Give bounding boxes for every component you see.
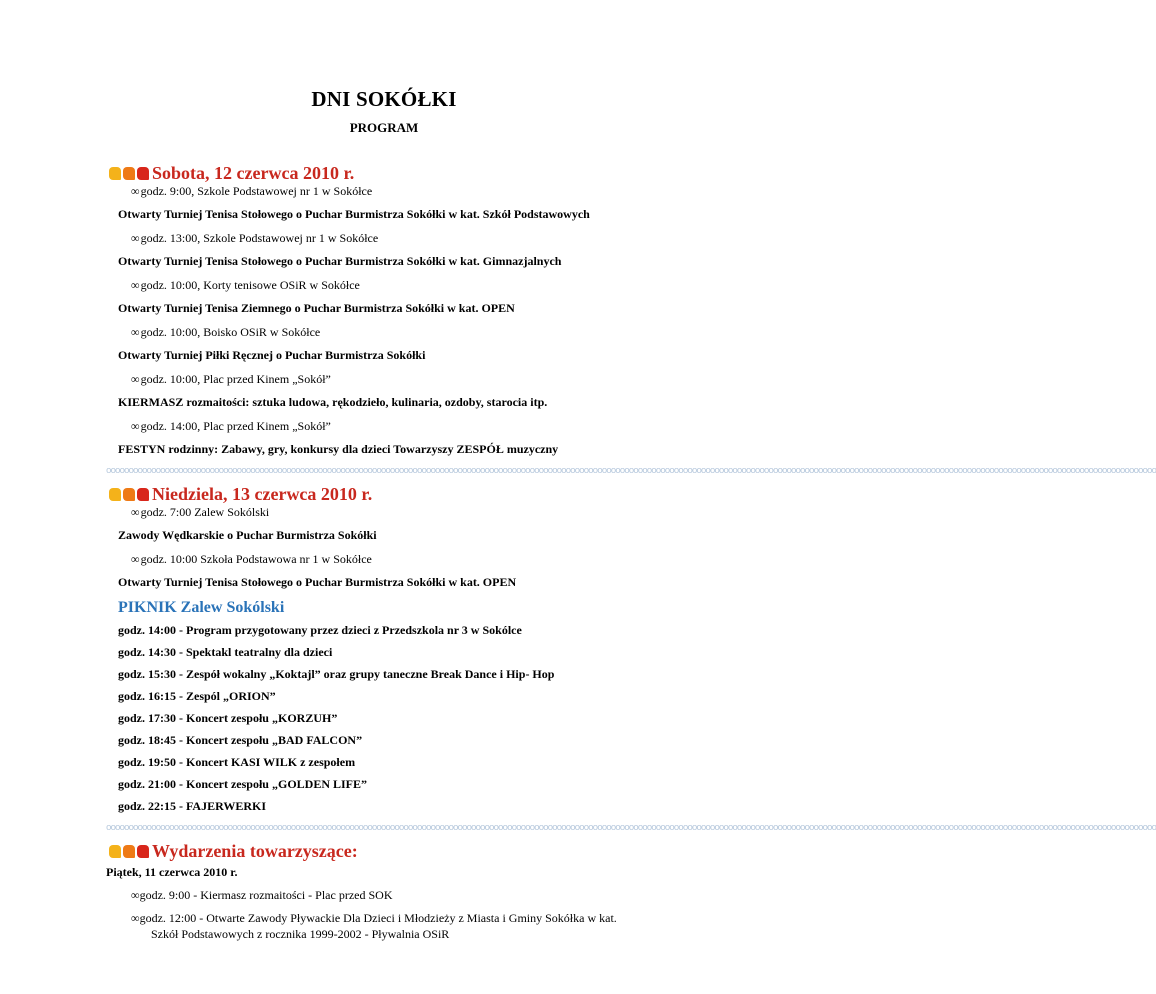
infinity-bullet-icon: ∞: [131, 231, 140, 245]
schedule-time-place: ∞godz. 10:00 Szkoła Podstawowa nr 1 w Sokółce: [131, 552, 372, 566]
section-divider: ooooooooooooooooooooooooooooooooooooooooooooooooooooooooooooooooooooooooooooooooooooooooooooooooooooooooooooooooooooooooooooooooooooooooooooooooooooooooooooooooooooooooooooooooooooooooooooooooooooooooooooooooooooooooooooooooooooooooo: [106, 466, 1156, 476]
piknik-item: godz. 15:30 - Zespół wokalny „Koktajl” oraz grupy taneczne Break Dance i Hip- Hop: [118, 667, 555, 681]
schedule-event: Otwarty Turniej Tenisa Stołowego o Puchar Burmistrza Sokółki w kat. Szkół Podstawowych: [118, 207, 590, 221]
section-heading-saturday: [109, 162, 354, 184]
piknik-item: godz. 19:50 - Koncert KASI WILK z zespołem: [118, 755, 356, 769]
piknik-item: godz. 18:45 - Koncert zespołu „BAD FALCON”: [118, 733, 363, 747]
piknik-item: godz. 17:30 - Koncert zespołu „KORZUH”: [118, 711, 338, 725]
infinity-bullet-icon: ∞: [131, 911, 140, 925]
schedule-time-place: ∞godz. 9:00, Szkole Podstawowej nr 1 w Sokółce: [131, 184, 373, 198]
section-squares-icon: [109, 167, 151, 180]
piknik-heading: PIKNIK Zalew Sokólski: [118, 599, 285, 616]
schedule-time-place: ∞godz. 10:00, Boisko OSiR w Sokółce: [131, 325, 321, 339]
piknik-item: godz. 14:00 - Program przygotowany przez dzieci z Przedszkola nr 3 w Sokólce: [118, 623, 522, 637]
page-title: DNI SOKÓŁKI: [311, 87, 457, 111]
infinity-bullet-icon: ∞: [131, 888, 140, 902]
section-squares-icon: [109, 845, 151, 858]
infinity-bullet-icon: ∞: [131, 505, 140, 519]
schedule-event: Otwarty Turniej Tenisa Stołowego o Puchar Burmistrza Sokółki w kat. Gimnazjalnych: [118, 254, 562, 268]
section-squares-icon: [109, 488, 151, 501]
schedule-event: Otwarty Turniej Piłki Ręcznej o Puchar Burmistrza Sokółki: [118, 348, 426, 362]
side-event-item: ∞godz. 12:00 - Otwarte Zawody Pływackie Dla Dzieci i Młodzieży z Miasta i Gminy Sokółka w kat.: [131, 911, 617, 925]
schedule-time-place: ∞godz. 10:00, Plac przed Kinem „Sokół”: [131, 372, 331, 386]
section-heading-text: Niedziela, 13 czerwca 2010 r.: [152, 483, 373, 504]
side-event-item: ∞godz. 9:00 - Kiermasz rozmaitości - Plac przed SOK: [131, 888, 393, 902]
schedule-event: FESTYN rodzinny: Zabawy, gry, konkursy dla dzieci Towarzyszy ZESPÓŁ muzyczny: [118, 442, 559, 456]
infinity-bullet-icon: ∞: [131, 278, 140, 292]
schedule-event: KIERMASZ rozmaitości: sztuka ludowa, rękodzieło, kulinaria, ozdoby, starocia itp.: [118, 395, 548, 409]
piknik-item: godz. 16:15 - Zespól „ORION”: [118, 689, 276, 703]
piknik-item: godz. 21:00 - Koncert zespołu „GOLDEN LIFE”: [118, 777, 367, 791]
side-events-day: Piątek, 11 czerwca 2010 r.: [106, 865, 238, 879]
schedule-event: Zawody Wędkarskie o Puchar Burmistrza Sokółki: [118, 528, 377, 542]
schedule-event: Otwarty Turniej Tenisa Ziemnego o Puchar Burmistrza Sokółki w kat. OPEN: [118, 301, 515, 315]
infinity-bullet-icon: ∞: [131, 184, 140, 198]
infinity-bullet-icon: ∞: [131, 419, 140, 433]
infinity-bullet-icon: ∞: [131, 372, 140, 386]
section-heading-sunday: [109, 483, 372, 505]
infinity-bullet-icon: ∞: [131, 552, 140, 566]
section-heading-text: Sobota, 12 czerwca 2010 r.: [152, 162, 355, 183]
side-event-item-continued: Szkół Podstawowych z rocznika 1999-2002 - Pływalnia OSiR: [151, 927, 450, 941]
schedule-time-place: ∞godz. 14:00, Plac przed Kinem „Sokół”: [131, 419, 331, 433]
page-subtitle: PROGRAM: [349, 120, 419, 135]
piknik-item: godz. 22:15 - FAJERWERKI: [118, 799, 267, 813]
schedule-event: Otwarty Turniej Tenisa Stołowego o Puchar Burmistrza Sokółki w kat. OPEN: [118, 575, 517, 589]
section-divider: ooooooooooooooooooooooooooooooooooooooooooooooooooooooooooooooooooooooooooooooooooooooooooooooooooooooooooooooooooooooooooooooooooooooooooooooooooooooooooooooooooooooooooooooooooooooooooooooooooooooooooooooooooooooooooooooooooooooooo: [106, 823, 1156, 833]
piknik-item: godz. 14:30 - Spektakl teatralny dla dzieci: [118, 645, 333, 659]
schedule-time-place: ∞godz. 10:00, Korty tenisowe OSiR w Sokółce: [131, 278, 360, 292]
schedule-time-place: ∞godz. 13:00, Szkole Podstawowej nr 1 w Sokółce: [131, 231, 379, 245]
infinity-bullet-icon: ∞: [131, 325, 140, 339]
section-heading-text: Wydarzenia towarzyszące:: [152, 840, 358, 861]
section-heading-side-events: [109, 840, 358, 862]
schedule-time-place: ∞godz. 7:00 Zalew Sokólski: [131, 505, 270, 519]
